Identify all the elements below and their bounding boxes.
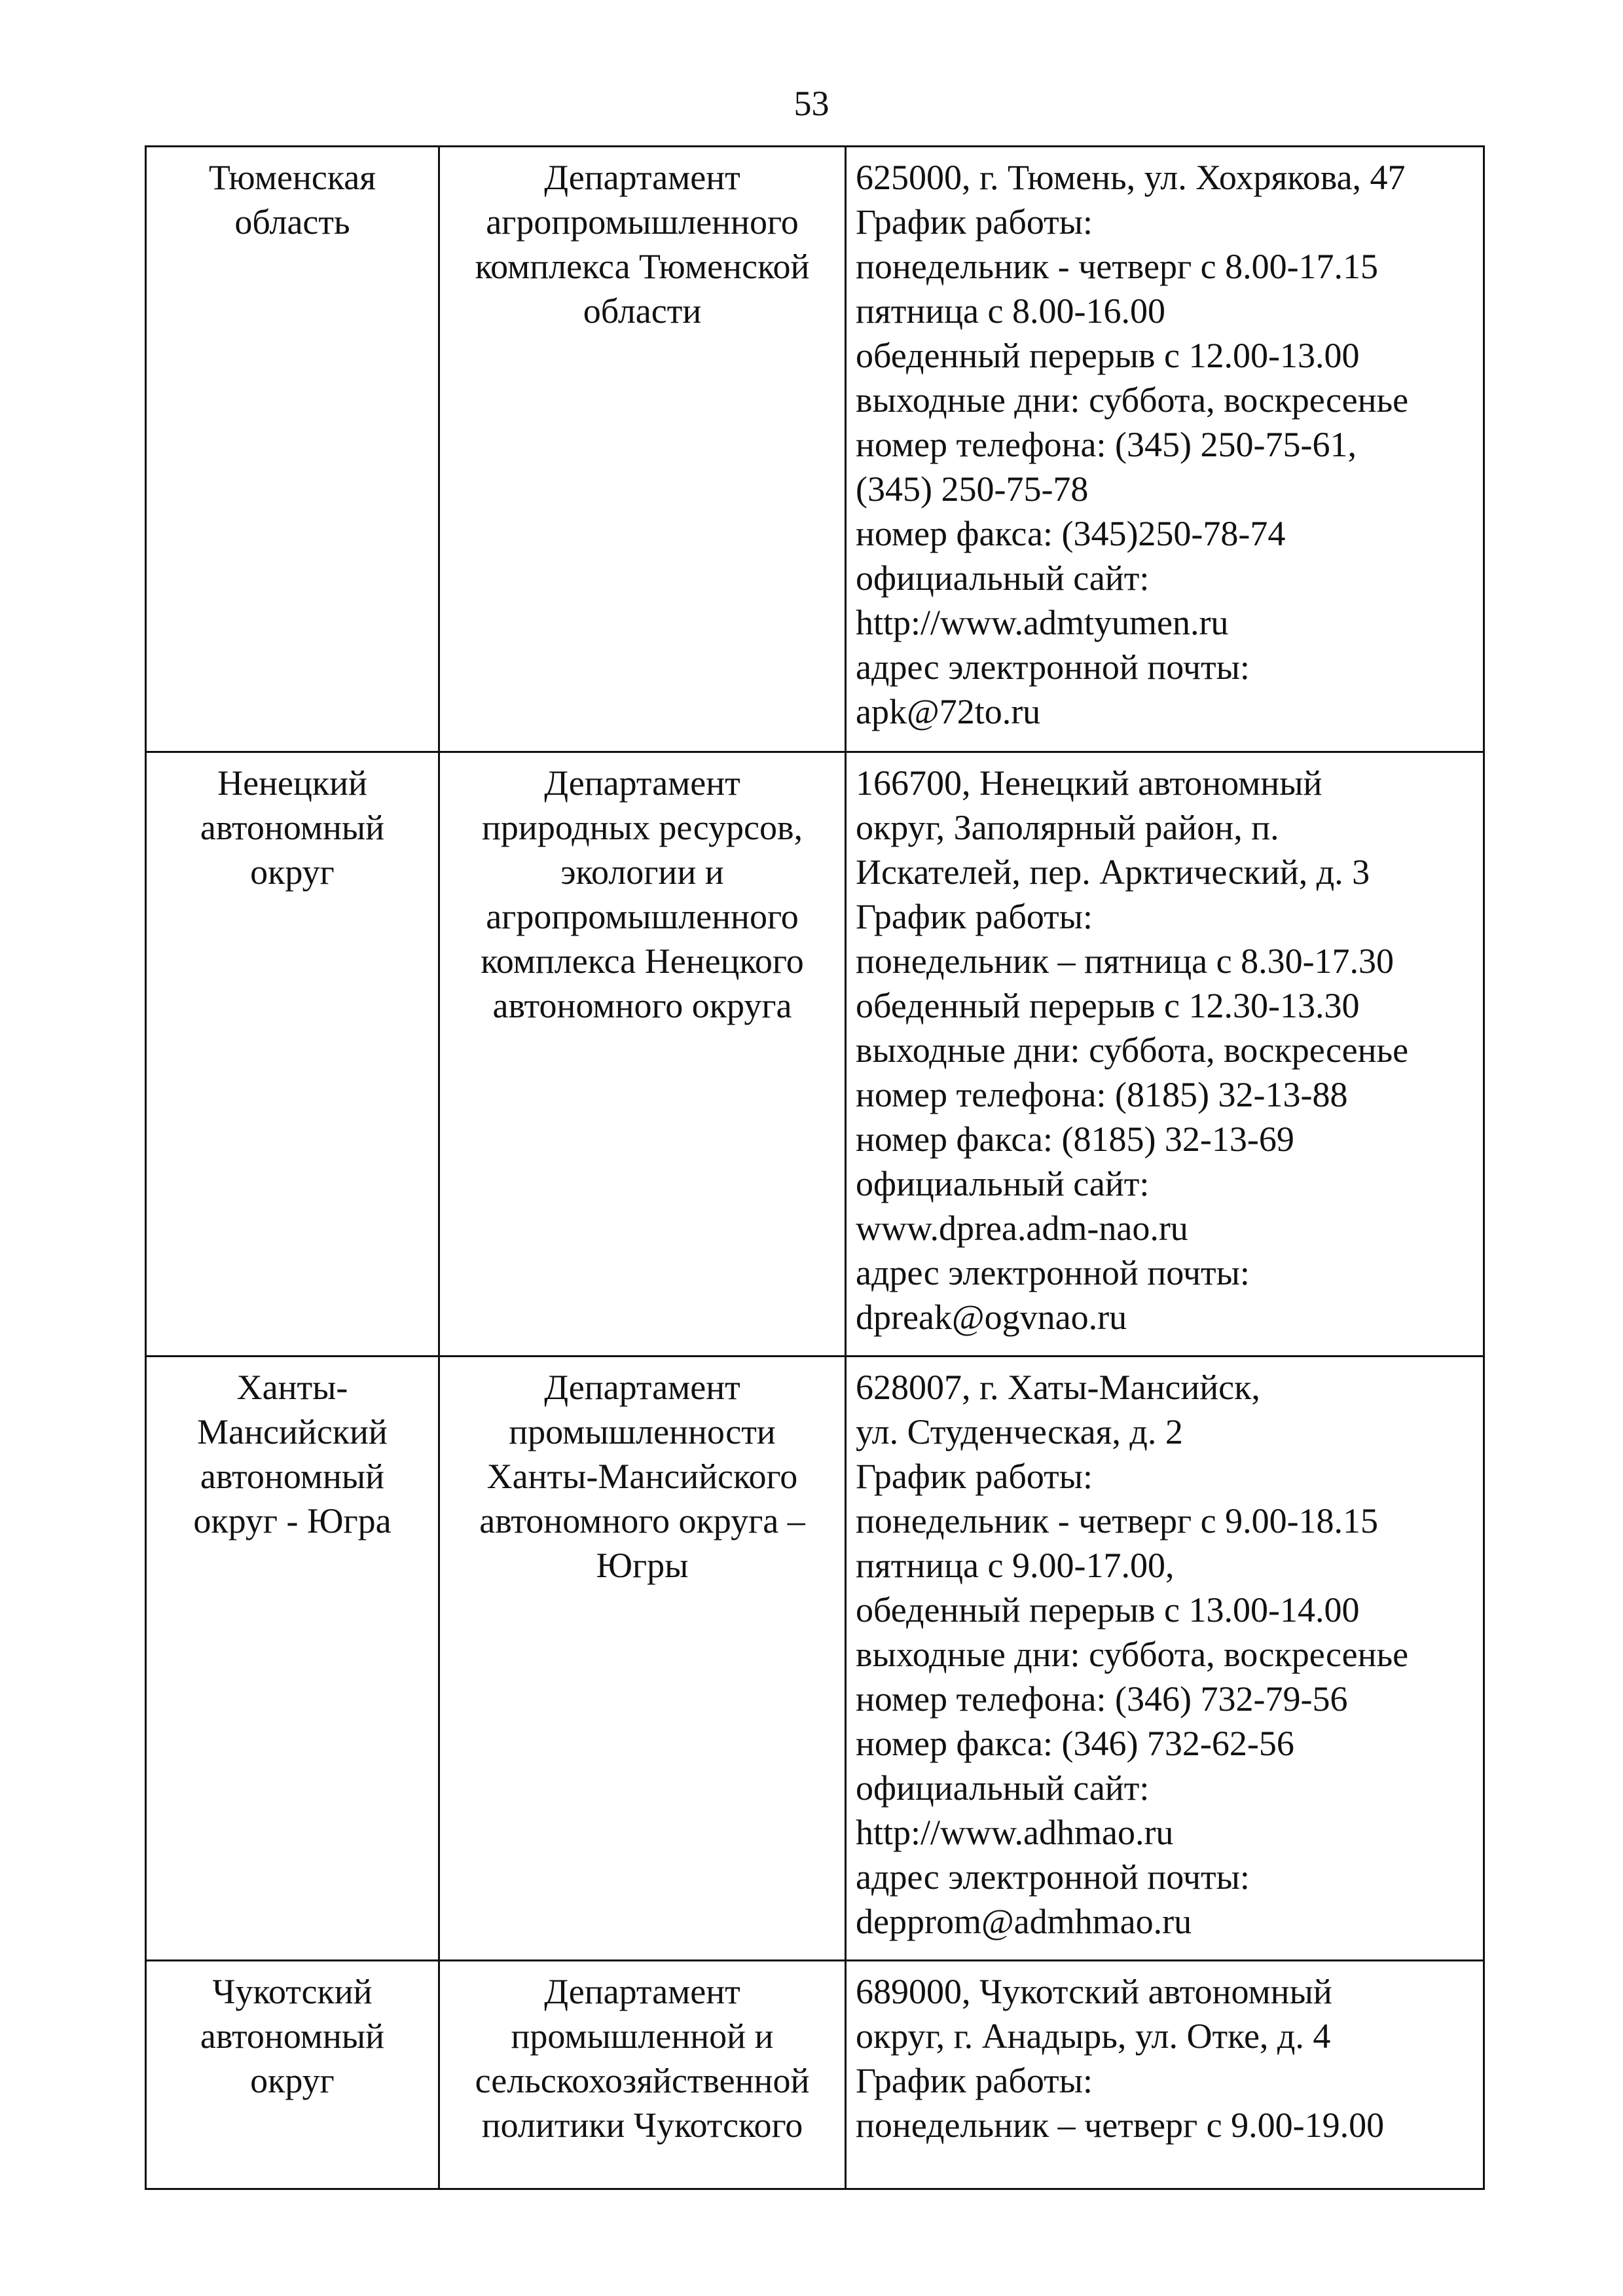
phone-text: номер телефона: (346) 732-79-56 <box>856 1679 1348 1719</box>
email-label: адрес электронной почты: <box>856 1253 1250 1292</box>
region-cell <box>146 752 439 1357</box>
department-text: автономного округа – <box>479 1501 805 1540</box>
address-text: ул. Студенческая, д. 2 <box>856 1412 1183 1451</box>
fax-text: номер факса: (346) 732-62-56 <box>856 1724 1294 1763</box>
department-text: агропромышленного <box>486 897 799 936</box>
website-label: официальный сайт: <box>856 1768 1150 1808</box>
department-text: Ханты-Мансийского <box>486 1457 798 1496</box>
department-text: экологии и <box>560 852 724 892</box>
address-text: 689000, Чукотский автономный <box>856 1972 1332 2011</box>
schedule-heading: График работы: <box>856 1457 1093 1496</box>
page-number: 53 <box>793 84 830 123</box>
department-text: комплекса Тюменской <box>475 247 810 286</box>
email-link[interactable]: dpreak@ogvnao.ru <box>856 1298 1127 1337</box>
phone-text: (345) 250-75-78 <box>856 469 1089 509</box>
days-off-text: выходные дни: суббота, воскресенье <box>856 1030 1409 1070</box>
region-cell <box>146 1961 439 2189</box>
department-text: природных ресурсов, <box>482 808 803 847</box>
table-row <box>146 147 1484 752</box>
region-text: округ - Югра <box>193 1501 392 1540</box>
region-text: округ <box>250 2061 335 2100</box>
department-text: промышленности <box>509 1412 776 1451</box>
schedule-heading: График работы: <box>856 202 1093 242</box>
region-text: автономный <box>200 808 385 847</box>
address-text: 628007, г. Хаты-Мансийск, <box>856 1368 1260 1407</box>
department-text: Департамент <box>544 1972 740 2011</box>
email-label: адрес электронной почты: <box>856 1857 1250 1897</box>
address-text: округ, г. Анадырь, ул. Отке, д. 4 <box>856 2016 1331 2056</box>
region-text: область <box>234 202 350 242</box>
department-text: автономного округа <box>492 986 792 1025</box>
department-text: Департамент <box>544 158 740 197</box>
region-text: Чукотский <box>212 1972 373 2011</box>
website-label: официальный сайт: <box>856 558 1150 598</box>
lunch-break-text: обеденный перерыв с 13.00-14.00 <box>856 1590 1360 1630</box>
schedule-text: понедельник - четверг с 8.00-17.15 <box>856 247 1379 286</box>
department-text: Департамент <box>544 1368 740 1407</box>
email-link[interactable]: depprom@admhmao.ru <box>856 1902 1192 1941</box>
contact-cell <box>846 1357 1484 1961</box>
table-row <box>146 752 1484 1357</box>
phone-text: номер телефона: (345) 250-75-61, <box>856 425 1357 464</box>
department-text: Департамент <box>544 763 740 803</box>
email-label: адрес электронной почты: <box>856 647 1250 687</box>
region-text: автономный <box>200 2016 385 2056</box>
days-off-text: выходные дни: суббота, воскресенье <box>856 380 1409 420</box>
schedule-heading: График работы: <box>856 897 1093 936</box>
department-text: политики Чукотского <box>481 2105 803 2145</box>
region-text: Тюменская <box>208 158 376 197</box>
department-text: комплекса Ненецкого <box>481 941 804 981</box>
schedule-text: понедельник – пятница с 8.30-17.30 <box>856 941 1395 981</box>
email-link[interactable]: apk@72to.ru <box>856 692 1041 731</box>
region-text: Ханты- <box>236 1368 348 1407</box>
department-text: промышленной и <box>511 2016 774 2056</box>
department-text: сельскохозяйственной <box>475 2061 810 2100</box>
schedule-text: пятница с 9.00-17.00, <box>856 1546 1175 1585</box>
schedule-text: пятница с 8.00-16.00 <box>856 291 1165 331</box>
department-cell <box>439 752 846 1357</box>
schedule-text: понедельник - четверг с 9.00-18.15 <box>856 1501 1379 1540</box>
address-text: 625000, г. Тюмень, ул. Хохрякова, 47 <box>856 158 1406 197</box>
department-cell <box>439 147 846 752</box>
contact-cell <box>846 147 1484 752</box>
website-label: официальный сайт: <box>856 1164 1150 1203</box>
department-text: Югры <box>596 1546 689 1585</box>
website-link[interactable]: http://www.admtyumen.ru <box>856 603 1229 642</box>
region-cell <box>146 1357 439 1961</box>
region-text: округ <box>250 852 335 892</box>
region-text: автономный <box>200 1457 385 1496</box>
schedule-heading: График работы: <box>856 2061 1093 2100</box>
contact-cell <box>846 1961 1484 2189</box>
lunch-break-text: обеденный перерыв с 12.00-13.00 <box>856 336 1360 375</box>
phone-text: номер телефона: (8185) 32-13-88 <box>856 1075 1348 1114</box>
department-text: агропромышленного <box>486 202 799 242</box>
website-link[interactable]: http://www.adhmao.ru <box>856 1813 1174 1852</box>
region-text: Мансийский <box>197 1412 388 1451</box>
lunch-break-text: обеденный перерыв с 12.30-13.30 <box>856 986 1360 1025</box>
region-text: Ненецкий <box>217 763 367 803</box>
schedule-text: понедельник – четверг с 9.00-19.00 <box>856 2105 1385 2145</box>
address-text: округ, Заполярный район, п. <box>856 808 1279 847</box>
fax-text: номер факса: (8185) 32-13-69 <box>856 1120 1294 1159</box>
table-row <box>146 1961 1484 2189</box>
address-text: 166700, Ненецкий автономный <box>856 763 1322 803</box>
department-cell <box>439 1357 846 1961</box>
contact-cell <box>846 752 1484 1357</box>
table-row <box>146 1357 1484 1961</box>
agency-directory-table <box>145 145 1485 2190</box>
website-link[interactable]: www.dprea.adm-nao.ru <box>856 1209 1188 1248</box>
department-text: области <box>583 291 702 331</box>
department-cell <box>439 1961 846 2189</box>
region-cell <box>146 147 439 752</box>
days-off-text: выходные дни: суббота, воскресенье <box>856 1635 1409 1674</box>
address-text: Искателей, пер. Арктический, д. 3 <box>856 852 1370 892</box>
fax-text: номер факса: (345)250-78-74 <box>856 514 1286 553</box>
